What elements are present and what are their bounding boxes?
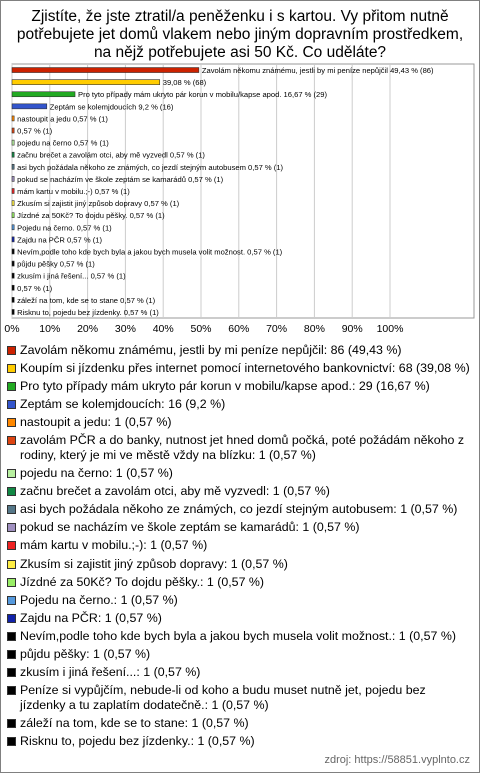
legend-item — [6, 433, 474, 462]
bar — [12, 225, 14, 230]
bar — [12, 285, 14, 290]
bar-label: mám kartu v mobilu.;-) 0,57 % (1) — [17, 187, 130, 196]
bar — [12, 249, 14, 254]
legend-item — [6, 343, 474, 358]
bar-label: asi bych požádala někoho ze známých, co jezdí stejným autobusem 0,57 % (1) — [17, 162, 284, 172]
bar — [12, 261, 14, 266]
legend-swatch — [7, 418, 16, 427]
bar-label: Pro tyto případy mám ukryto pár korun v mobilu/kapse apod. 16,67 % (29) — [78, 90, 328, 100]
legend-swatch — [7, 541, 16, 550]
legend-swatch — [7, 737, 16, 746]
legend-item — [6, 593, 474, 608]
legend-item — [6, 538, 474, 553]
bar-label: 0,57 % (1) — [17, 283, 53, 293]
legend-swatch — [7, 487, 16, 496]
bar — [12, 164, 14, 169]
legend-label: půjdu pěšky: 1 (0,57 %) — [20, 647, 151, 661]
bar — [12, 237, 14, 242]
bar-label: Zkusím si zajistit jiný způsob dopravy 0,57 % (1) — [17, 199, 180, 209]
legend-label: záleží na tom, kde se to stane: 1 (0,57 %) — [20, 715, 249, 730]
bar-label: Zajdu na PČR 0,57 % (1) — [17, 235, 102, 245]
x-tick-label: 60% — [228, 323, 250, 335]
legend-label: Koupím si jízdenku přes internet pomocí internetového bankovnictví: 68 (39,08 %) — [20, 361, 470, 376]
legend-swatch — [7, 632, 16, 641]
bar — [12, 140, 14, 145]
bar — [12, 309, 14, 314]
x-tick-label: 80% — [303, 323, 325, 335]
x-tick-label: 20% — [77, 323, 99, 335]
legend-swatch — [7, 436, 16, 445]
legend-item — [6, 557, 474, 572]
legend-label: Jízdné za 50Kč? To dojdu pěšky.: 1 (0,57 %) — [20, 574, 265, 589]
legend-swatch — [7, 560, 16, 569]
x-tick-label: 0% — [4, 323, 20, 335]
legend-item — [6, 716, 474, 731]
bar-label: Zavolám někomu známému, jestli by mi peníze nepůjčil 49,43 % (86) — [201, 66, 434, 76]
legend-swatch — [7, 364, 16, 373]
legend-item — [6, 629, 474, 644]
legend-swatch — [7, 346, 16, 355]
legend-label: Peníze si vypůjčím, nebude-li od koho a budu muset nutně jet, pojedu bez jízdenky a tu zaplatím dodatečně.: 1 (0,57 %) — [20, 683, 426, 712]
legend-item — [6, 683, 474, 712]
legend-label: Risknu to, pojedu bez jízdenky.: 1 (0,57 %) — [20, 733, 255, 748]
x-tick-label: 40% — [152, 323, 174, 335]
bar-chart — [0, 0, 480, 340]
legend-item — [6, 415, 474, 430]
legend-label: začnu brečet a zavolám otci, aby mě vyzvedl: 1 (0,57 %) — [20, 484, 330, 499]
legend-item — [6, 466, 474, 481]
legend-swatch — [7, 614, 16, 623]
legend-item — [6, 502, 474, 517]
legend-label: Zavolám někomu známému, jestli by mi peníze nepůjčil: 86 (49,43 %) — [20, 343, 402, 357]
bar-label: záleží na tom, kde se to stane 0,57 % (1) — [17, 295, 156, 305]
legend-swatch — [7, 668, 16, 677]
legend-item — [6, 575, 474, 590]
legend-label: Zajdu na PČR: 1 (0,57 %) — [20, 610, 162, 625]
legend-swatch — [7, 382, 16, 391]
bar-label: Risknu to, pojedu bez jízdenky. 0,57 % (1) — [17, 307, 159, 317]
legend-label: Pro tyto případy mám ukryto pár korun v mobilu/kapse apod.: 29 (16,67 %) — [20, 379, 430, 394]
legend-swatch — [7, 505, 16, 514]
legend-swatch — [7, 719, 16, 728]
x-tick-label: 50% — [190, 323, 212, 335]
legend-swatch — [7, 596, 16, 605]
x-tick-label: 30% — [114, 323, 136, 335]
bar — [12, 273, 14, 278]
legend-swatch — [7, 686, 16, 695]
legend-swatch — [7, 469, 16, 478]
legend-swatch — [7, 650, 16, 659]
legend-label: Pojedu na černo.: 1 (0,57 %) — [20, 592, 178, 607]
bar — [12, 68, 199, 73]
bar — [12, 80, 160, 85]
legend-label: pojedu na černo: 1 (0,57 %) — [20, 466, 173, 481]
chart-legend — [6, 343, 474, 752]
legend-item — [6, 379, 474, 394]
legend-item — [6, 361, 474, 376]
legend-label: mám kartu v mobilu.;-): 1 (0,57 %) — [20, 538, 208, 553]
legend-item — [6, 484, 474, 499]
legend-label: Nevím,podle toho kde bych byla a jakou bych musela volit možnost.: 1 (0,57 %) — [20, 628, 456, 643]
x-tick-label: 70% — [266, 323, 288, 335]
x-tick-label: 10% — [39, 323, 61, 335]
legend-item — [6, 611, 474, 626]
legend-label: pokud se nacházím ve škole zeptám se kamarádů: 1 (0,57 %) — [20, 520, 360, 535]
bar-label: Nevím,podle toho kde bych byla a jakou bych musela volit možnost. 0,57 % (1) — [17, 247, 283, 257]
legend-swatch — [7, 523, 16, 532]
bar — [12, 297, 14, 302]
legend-label: nastoupit a jedu: 1 (0,57 %) — [20, 415, 172, 430]
bar — [12, 189, 14, 194]
chart-title: Zjistíte, že jste ztratil/a peněženku i s kartou. Vy přitom nutně potřebujete jet domů vlakem nebo jiným dopravním prostředkem, na nějž potřebujete asi 50 Kč. Co uděláte? — [16, 8, 464, 61]
legend-item — [6, 734, 474, 749]
legend-item — [6, 520, 474, 535]
legend-item — [6, 397, 474, 412]
legend-item — [6, 665, 474, 680]
bar — [12, 92, 75, 97]
legend-label: zavolám PČR a do banky, nutnost jet hned domů počká, poté požádám někoho z rodiny, který je mi ve městě vždy na blízku: 1 (0,57 %) — [20, 433, 465, 462]
bar — [12, 176, 14, 181]
bar — [12, 201, 14, 206]
bar-label: 39,08 % (68) — [162, 78, 207, 88]
source-link[interactable]: zdroj: https://58851.vyplnto.cz — [324, 754, 470, 766]
bar-label: Jízdné za 50Kč? To dojdu pěšky. 0,57 % (1) — [17, 211, 165, 221]
legend-label: Zkusím si zajistit jiný způsob dopravy: 1 (0,57 %) — [20, 556, 288, 571]
bar — [12, 116, 14, 121]
bar-label: Pojedu na černo. 0,57 % (1) — [17, 223, 112, 233]
bar — [12, 104, 47, 109]
bar-label: pojedu na černo 0,57 % (1) — [17, 138, 109, 148]
bar-label: 0,57 % (1) — [17, 126, 53, 136]
legend-swatch — [7, 578, 16, 587]
bar — [12, 213, 14, 218]
legend-label: zkusím i jiná řešení...: 1 (0,57 %) — [20, 665, 201, 680]
bar-label: zkusím i jiná řešení... 0,57 % (1) — [17, 271, 126, 281]
legend-label: Zeptám se kolemjdoucích: 16 (9,2 %) — [20, 397, 226, 412]
legend-item — [6, 647, 474, 662]
bar-label: pokud se nacházím ve škole zeptám se kamarádů 0,57 % (1) — [17, 174, 224, 184]
bar — [12, 152, 14, 157]
bar-label: Zeptám se kolemjdoucích 9,2 % (16) — [49, 102, 174, 112]
legend-swatch — [7, 400, 16, 409]
x-tick-label: 100% — [376, 323, 404, 335]
x-tick-label: 90% — [341, 323, 363, 335]
bar-label: začnu brečet a zavolám otci, aby mě vyzvedl 0,57 % (1) — [17, 150, 205, 160]
bar-label: půjdu pěšky 0,57 % (1) — [17, 259, 95, 269]
bar — [12, 128, 14, 133]
legend-label: asi bych požádala někoho ze známých, co jezdí stejným autobusem: 1 (0,57 %) — [20, 502, 458, 517]
bar-label: nastoupit a jedu 0,57 % (1) — [17, 114, 108, 124]
